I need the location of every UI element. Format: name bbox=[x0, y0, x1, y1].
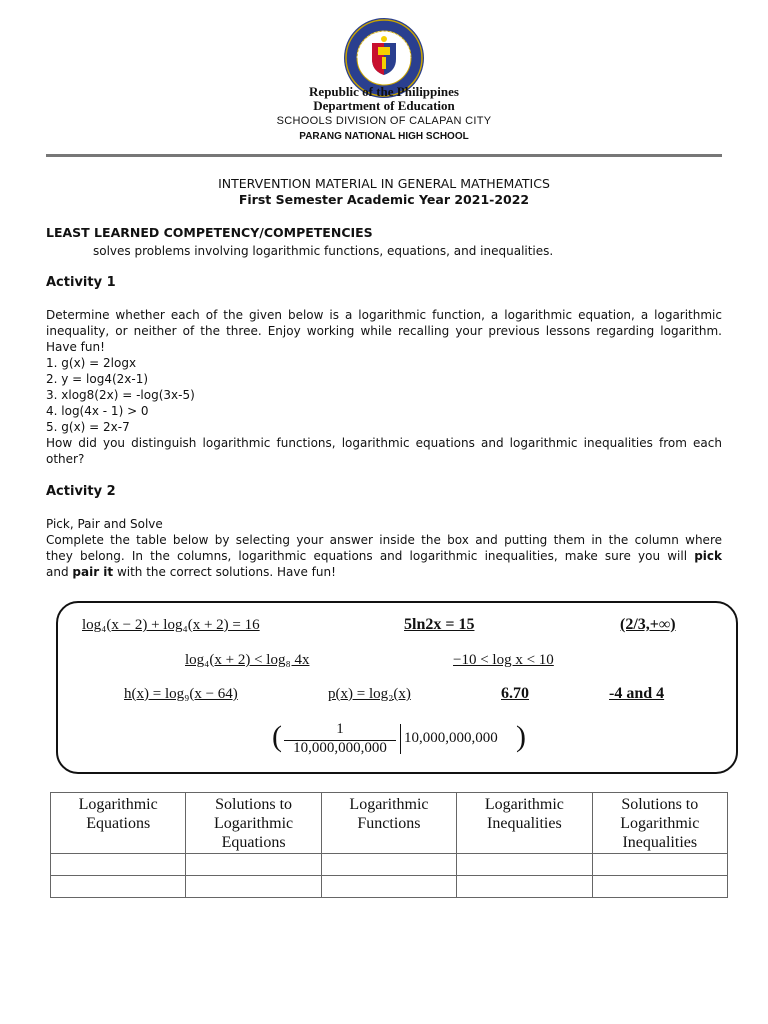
answer-table bbox=[50, 792, 728, 898]
table-header-row bbox=[51, 793, 728, 854]
choice-eq4: log₄(x + 2) < log₈ 4x bbox=[185, 652, 310, 668]
fraction-numerator: 1 bbox=[336, 721, 344, 737]
competency-text: solves problems involving logarithmic functions, equations, and inequalities. bbox=[93, 244, 554, 258]
answer-cell[interactable] bbox=[186, 876, 321, 898]
header-divider bbox=[46, 154, 722, 157]
choice-eq5: −10 < log x < 10 bbox=[453, 652, 554, 668]
choice-interval bbox=[272, 718, 532, 758]
activity1-item: 1. g(x) = 2logx bbox=[46, 356, 137, 370]
title-line1: INTERVENTION MATERIAL IN GENERAL MATHEMATICS bbox=[218, 176, 550, 191]
choice-eq9: -4 and 4 bbox=[609, 685, 665, 702]
header-department: Department of Education bbox=[313, 98, 455, 113]
choice-eq6: h(x) = log₉(x − 64) bbox=[124, 686, 238, 702]
activity2-line3-text-b: with the correct solutions. Have fun! bbox=[113, 565, 336, 579]
activity1-item: 3. xlog8(2x) = -log(3x-5) bbox=[46, 388, 195, 402]
activity2-line3 bbox=[46, 564, 722, 580]
col-header-log-inequalities: Logarithmic Inequalities bbox=[457, 793, 592, 854]
activity2-line2 bbox=[46, 548, 722, 564]
col-header-log-functions: Logarithmic Functions bbox=[321, 793, 456, 854]
interval-right-value: 10,000,000,000 bbox=[404, 730, 498, 746]
activity2-line1: Complete the table below by selecting your answer inside the box and putting them in the column where bbox=[46, 533, 722, 547]
header-republic: Republic of the Philippines bbox=[309, 84, 459, 99]
pair-it-word: pair it bbox=[72, 565, 114, 579]
activity1-question-line1: How did you distinguish logarithmic functions, logarithmic equations and logarithmic inequalities from each bbox=[46, 436, 722, 450]
choice-eq2: 5ln2x = 15 bbox=[404, 616, 475, 633]
answer-cell[interactable] bbox=[51, 854, 186, 876]
answer-cell[interactable] bbox=[321, 876, 456, 898]
interval-divider bbox=[400, 724, 401, 754]
choice-eq1: log₄(x − 2) + log₄(x + 2) = 16 bbox=[82, 617, 260, 633]
right-paren: ) bbox=[516, 720, 526, 753]
activity1-item: 4. log(4x - 1) > 0 bbox=[46, 404, 149, 418]
choice-eq7: p(x) = log₂(x) bbox=[328, 686, 411, 702]
title-line2: First Semester Academic Year 2021-2022 bbox=[238, 192, 530, 207]
choice-eq3: (2/3,+∞) bbox=[620, 616, 676, 633]
table-row bbox=[51, 876, 728, 898]
activity1-instruction-line1: Determine whether each of the given below is a logarithmic function, a logarithmic equation, a logarithmic bbox=[46, 308, 722, 322]
activity1-instruction-line2: inequality, or neither of the three. Enjoy working while recalling your previous lessons regarding logarithm. bbox=[46, 324, 722, 338]
activity2-line3-text-a: and bbox=[46, 565, 73, 579]
activity1-item: 5. g(x) = 2x-7 bbox=[46, 420, 130, 434]
answer-cell[interactable] bbox=[457, 876, 592, 898]
activity2-heading: Activity 2 bbox=[46, 484, 116, 499]
answer-cell[interactable] bbox=[592, 876, 727, 898]
competency-heading: LEAST LEARNED COMPETENCY/COMPETENCIES bbox=[46, 225, 373, 240]
activity2-instructions bbox=[46, 516, 722, 580]
answer-cell[interactable] bbox=[321, 854, 456, 876]
activity1-heading: Activity 1 bbox=[46, 275, 116, 290]
answer-cell[interactable] bbox=[51, 876, 186, 898]
fraction-denominator: 10,000,000,000 bbox=[293, 740, 387, 756]
activity1-instruction-line3: Have fun! bbox=[46, 340, 105, 354]
activity1-item: 2. y = log4(2x-1) bbox=[46, 372, 149, 386]
header-school: PARANG NATIONAL HIGH SCHOOL bbox=[299, 131, 469, 142]
col-header-solutions-equations: Solutions to Logarithmic Equations bbox=[186, 793, 321, 854]
activity2-subtitle: Pick, Pair and Solve bbox=[46, 517, 163, 531]
table-row bbox=[51, 854, 728, 876]
activity1-question-line2: other? bbox=[46, 452, 85, 466]
pick-word: pick bbox=[694, 549, 722, 563]
answer-cell[interactable] bbox=[186, 854, 321, 876]
col-header-solutions-inequalities: Solutions to Logarithmic Inequalities bbox=[592, 793, 727, 854]
activity2-line2-text: they belong. In the columns, logarithmic equations and logarithmic inequalities, make sure you will bbox=[46, 549, 695, 563]
header-division: SCHOOLS DIVISION OF CALAPAN CITY bbox=[276, 115, 492, 127]
answer-cell[interactable] bbox=[457, 854, 592, 876]
left-paren: ( bbox=[272, 720, 282, 753]
choice-eq8: 6.70 bbox=[501, 685, 529, 702]
activity1-instructions bbox=[46, 307, 722, 467]
col-header-log-equations: Logarithmic Equations bbox=[51, 793, 186, 854]
answer-cell[interactable] bbox=[592, 854, 727, 876]
